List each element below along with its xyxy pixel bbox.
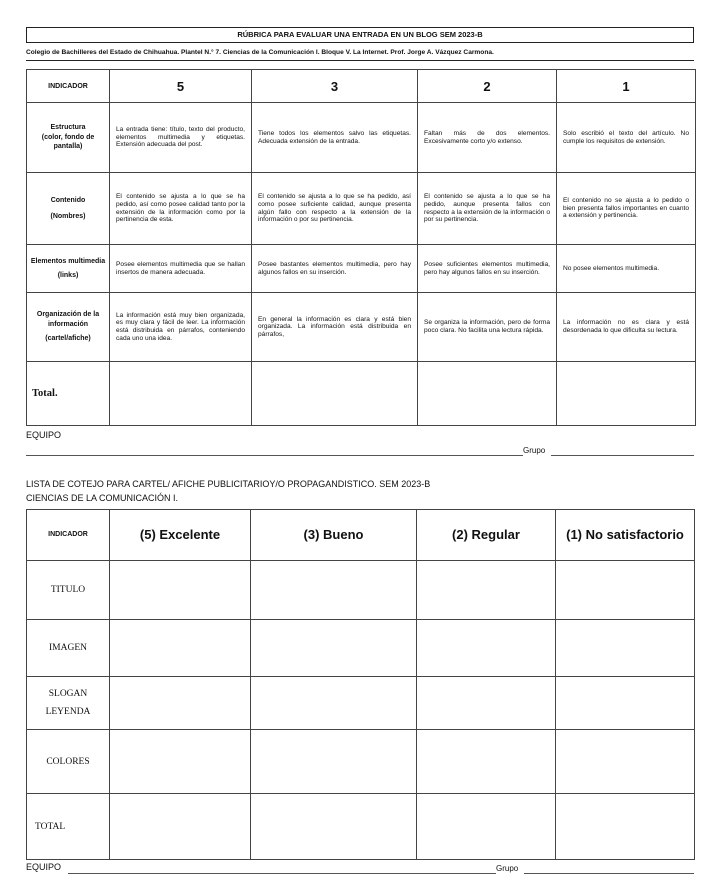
- checklist-title-line1: LISTA DE COTEJO PARA CARTEL/ AFICHE PUBLICITARIOY/O PROPAGANDISTICO. SEM 2023-B: [26, 479, 431, 489]
- indicator-main: Estructura: [50, 124, 86, 132]
- checklist-row-imagen: [27, 620, 695, 677]
- checklist-header-bueno: (3) Bueno: [251, 510, 417, 561]
- checklist-cell: [110, 794, 251, 860]
- rubric-row-multimedia: [27, 245, 696, 293]
- rubric-row-total: [27, 362, 696, 426]
- checklist-cell: [556, 730, 695, 794]
- indicator-main: Elementos multimedia: [30, 258, 106, 265]
- indicator-sub: (color, fondo de pantalla): [41, 133, 95, 151]
- rubric-row-organizacion: [27, 293, 696, 362]
- equipo-line-2: [68, 873, 496, 874]
- rubric-cell: El contenido se ajusta a lo que se ha pedido, así como posee calidad tanto por la extensión de la información como por la pertinencia de esta.: [110, 173, 252, 245]
- total-cell: [110, 362, 252, 426]
- rubric-title: RÚBRICA PARA EVALUAR UNA ENTRADA EN UN BLOG SEM 2023-B: [26, 27, 694, 43]
- checklist-row-label: SLOGAN LEYENDA: [27, 677, 110, 730]
- indicator-sub: (Nombres): [50, 212, 86, 220]
- checklist-cell: [417, 677, 556, 730]
- checklist-cell: [417, 730, 556, 794]
- indicator-label: [27, 245, 110, 293]
- rubric-cell: El contenido se ajusta a lo que se ha pedido, aunque presenta fallos con respecto a la extensión de la información o por su pertinencia.: [418, 173, 557, 245]
- rubric-cell: La entrada tiene: título, texto del producto, elementos multimedia y etiquetas. Extensión adecuada del post.: [110, 103, 252, 173]
- checklist-cell: [251, 561, 417, 620]
- rubric-cell: La información no es clara y está desordenada lo que dificulta su lectura.: [557, 293, 696, 362]
- subtitle-underline: [26, 60, 694, 61]
- rubric-row-contenido: [27, 173, 696, 245]
- checklist-cell: [110, 620, 251, 677]
- checklist-table: [26, 509, 695, 860]
- rubric-header-3: 3: [252, 70, 418, 103]
- rubric-header-5: 5: [110, 70, 252, 103]
- total-cell: [252, 362, 418, 426]
- checklist-row-colores: [27, 730, 695, 794]
- checklist-header-regular: (2) Regular: [417, 510, 556, 561]
- checklist-cell: [251, 620, 417, 677]
- rubric-cell: El contenido no se ajusta a lo pedido o bien presenta fallos importantes en cuanto a extensión y pertinencia.: [557, 173, 696, 245]
- checklist-cell: [110, 677, 251, 730]
- indicator-sub: (cartel/afiche): [45, 335, 91, 343]
- rubric-row-estructura: [27, 103, 696, 173]
- checklist-row-label: IMAGEN: [27, 620, 110, 677]
- rubric-table: [26, 69, 696, 426]
- checklist-cell: [110, 561, 251, 620]
- rubric-header-indicador: INDICADOR: [27, 70, 110, 103]
- indicator-label: [27, 103, 110, 173]
- checklist-header-indicador: INDICADOR: [27, 510, 110, 561]
- rubric-cell: No posee elementos multimedia.: [557, 245, 696, 293]
- rubric-cell: El contenido se ajusta a lo que se ha pedido, así como posee suficiente calidad, aunque presenta algún fallo con respecto a la extensión de la información o por su pertinencia.: [252, 173, 418, 245]
- total-cell: [557, 362, 696, 426]
- grupo-line-2: [524, 873, 694, 874]
- checklist-cell: [556, 561, 695, 620]
- rubric-cell: En general la información es clara y está bien organizada. La información está distribuida en párrafos,: [252, 293, 418, 362]
- rubric-cell: Posee bastantes elementos multimedia, pero hay algunos fallos en su inserción.: [252, 245, 418, 293]
- total-cell: [418, 362, 557, 426]
- indicator-label: [27, 173, 110, 245]
- grupo-line: [551, 455, 694, 456]
- rubric-cell: Se organiza la información, pero de forma poco clara. No facilita una lectura rápida.: [418, 293, 557, 362]
- checklist-cell: [251, 794, 417, 860]
- equipo-label: EQUIPO: [26, 430, 62, 440]
- indicator-main: Organización de la información: [36, 311, 100, 328]
- rubric-cell: Tiene todos los elementos salvo las etiquetas. Adecuada extensión de la entrada.: [252, 103, 418, 173]
- checklist-header-row: [27, 510, 695, 561]
- checklist-title: [26, 477, 430, 505]
- indicator-label: [27, 293, 110, 362]
- checklist-cell: [251, 677, 417, 730]
- checklist-row-slogan: [27, 677, 695, 730]
- checklist-cell: [556, 794, 695, 860]
- equipo-label-2: EQUIPO: [26, 862, 62, 872]
- checklist-cell: [417, 794, 556, 860]
- rubric-header-1: 1: [557, 70, 696, 103]
- checklist-row-titulo: [27, 561, 695, 620]
- checklist-cell: [417, 561, 556, 620]
- checklist-cell: [251, 730, 417, 794]
- checklist-row-label: TITULO: [27, 561, 110, 620]
- rubric-cell: Faltan más de dos elementos. Excesivamente corto y/o extenso.: [418, 103, 557, 173]
- rubric-header-2: 2: [418, 70, 557, 103]
- checklist-cell: [556, 677, 695, 730]
- rubric-cell: Posee elementos multimedia que se hallan insertos de manera adecuada.: [110, 245, 252, 293]
- indicator-main: Contenido: [50, 197, 86, 204]
- institution-subtitle: Colegio de Bachilleres del Estado de Chihuahua. Plantel N.° 7. Ciencias de la Comunicación I. Bloque V. La Internet. Prof. Jorge A. Vázquez Carmona.: [26, 49, 494, 56]
- checklist-total-label: TOTAL: [27, 794, 110, 860]
- checklist-header-no-satisfactorio: (1) No satisfactorio: [556, 510, 695, 561]
- checklist-title-line2: CIENCIAS DE LA COMUNICACIÓN I.: [26, 493, 179, 503]
- checklist-cell: [110, 730, 251, 794]
- grupo-label-2: Grupo: [496, 864, 519, 873]
- rubric-cell: Solo escribió el texto del artículo. No cumple los requisitos de extensión.: [557, 103, 696, 173]
- rubric-cell: La información está muy bien organizada, es muy clara y fácil de leer. La información está distribuida en párrafos, conteniendo cada uno una idea.: [110, 293, 252, 362]
- indicator-sub: (links): [57, 271, 79, 279]
- checklist-row-label: COLORES: [27, 730, 110, 794]
- checklist-cell: [417, 620, 556, 677]
- grupo-label: Grupo: [523, 446, 546, 455]
- equipo-line: [26, 455, 523, 456]
- rubric-header-row: [27, 70, 696, 103]
- total-label: Total.: [27, 362, 110, 426]
- checklist-cell: [556, 620, 695, 677]
- checklist-header-excelente: (5) Excelente: [110, 510, 251, 561]
- rubric-cell: Posee suficientes elementos multimedia, pero hay algunos fallos en su inserción.: [418, 245, 557, 293]
- checklist-row-total: [27, 794, 695, 860]
